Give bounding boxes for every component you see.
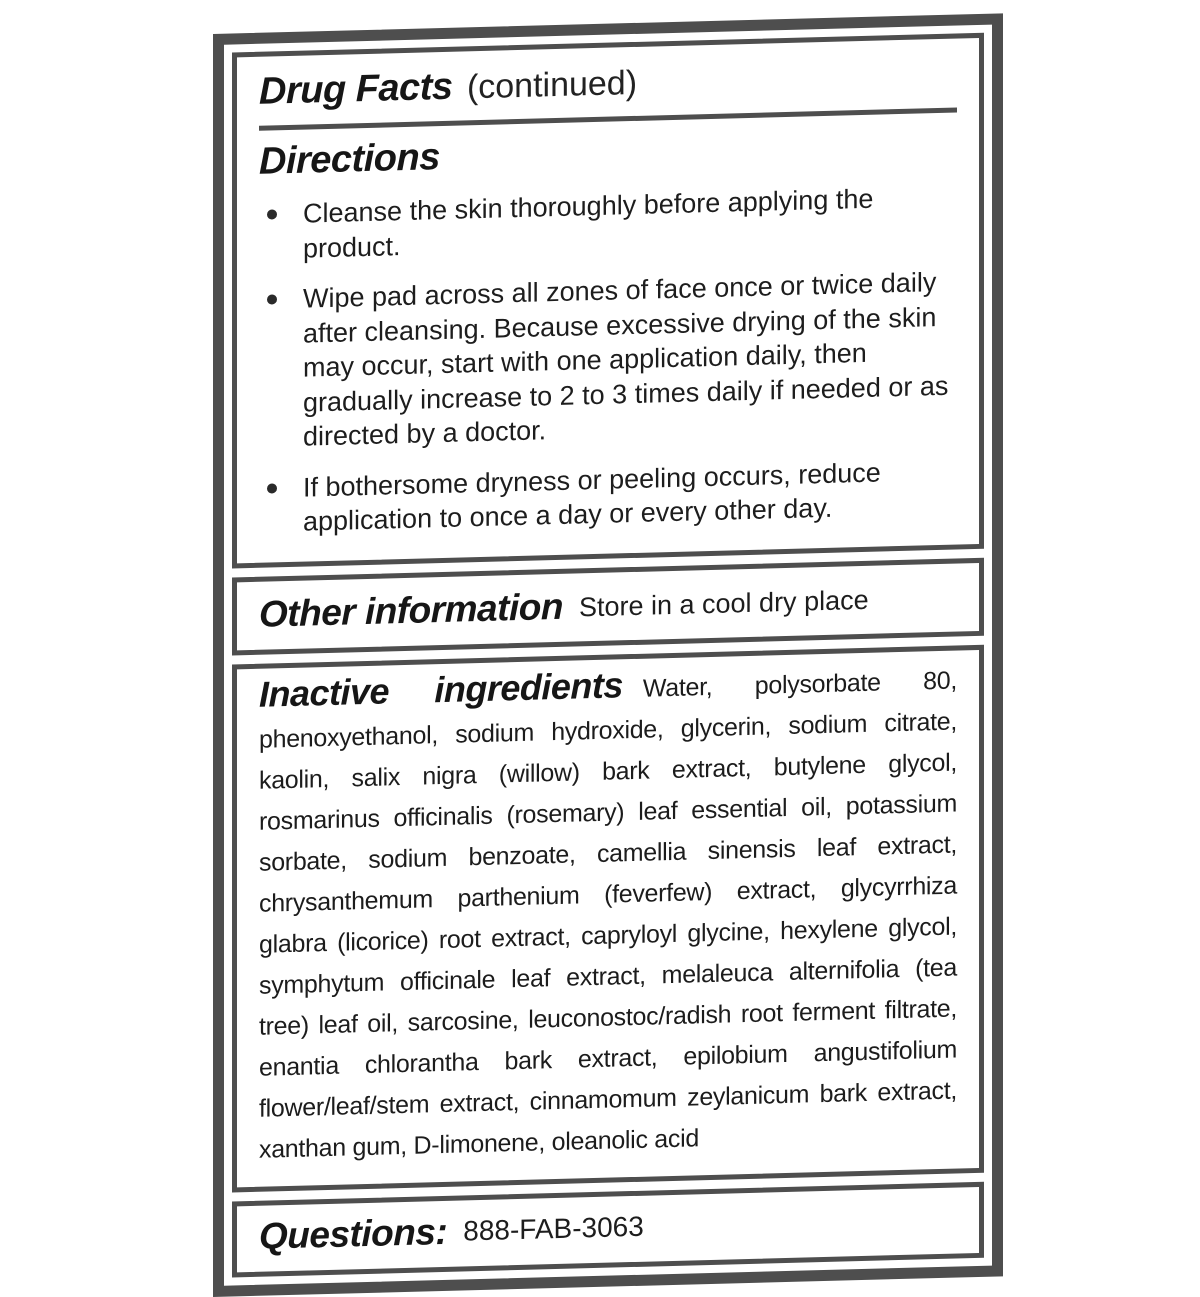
questions-phone: 888-FAB-3063 (463, 1210, 644, 1247)
list-item (259, 180, 957, 267)
list-item (259, 453, 957, 540)
inactive-ingredients-heading: Inactive ingredients (259, 664, 623, 715)
label-title (259, 47, 957, 116)
direction-text: Wipe pad across all zones of face once or twice daily after cleansing. Because excessive drying of the skin may occur, start with one application daily, then gradually increase to 2 to 3 times daily if needed or as directed by a doctor. (303, 267, 949, 452)
drug-facts-panel (213, 13, 1003, 1297)
section-questions (232, 1182, 984, 1278)
questions-heading: Questions: (259, 1210, 448, 1257)
bullet-icon (267, 294, 277, 304)
list-item (259, 265, 957, 456)
section-inactive-ingredients (232, 645, 984, 1193)
bullet-icon (267, 483, 277, 493)
bullet-icon (267, 209, 277, 219)
drug-facts-continued: (continued) (466, 63, 638, 107)
other-information-text: Store in a cool dry place (578, 584, 869, 623)
drug-facts-title: Drug Facts (259, 65, 453, 113)
direction-text: If bothersome dryness or peeling occurs, reduce application to once a day or every other day. (303, 457, 881, 538)
inactive-ingredients-text: Water, polysorbate 80, phenoxyethanol, sodium hydroxide, glycerin, sodium citrate, kaolin, salix nigra (willow) bark extract, butylene glycol, rosmarinus officinalis (rosemary) leaf essential oil, potassium sorbate, sodium benzoate, camellia sinensis leaf extract, chrysanthemum parthenium (feverfew) extract, glycyrrhiza glabra (licorice) root extract, capryloyl glycine, hexylene glycol, symphytum officinale leaf extract, melaleuca alternifolia (tea tree) leaf oil, sarcosine, leuconostoc/radish root ferment filtrate, enantia chlorantha bark extract, epilobium angustifolium flower/leaf/stem extract, cinnamomum zeylanicum bark extract, xanthan gum, D-limonene, oleanolic acid (259, 666, 957, 1164)
other-information-heading: Other information (259, 585, 563, 635)
section-directions (232, 33, 984, 569)
inactive-ingredients-paragraph (259, 658, 957, 1170)
drug-facts-label (213, 13, 1003, 1297)
section-other-information (232, 558, 984, 656)
directions-heading: Directions (259, 136, 440, 183)
directions-list (259, 180, 957, 541)
direction-text: Cleanse the skin thoroughly before applying the product. (303, 183, 874, 264)
